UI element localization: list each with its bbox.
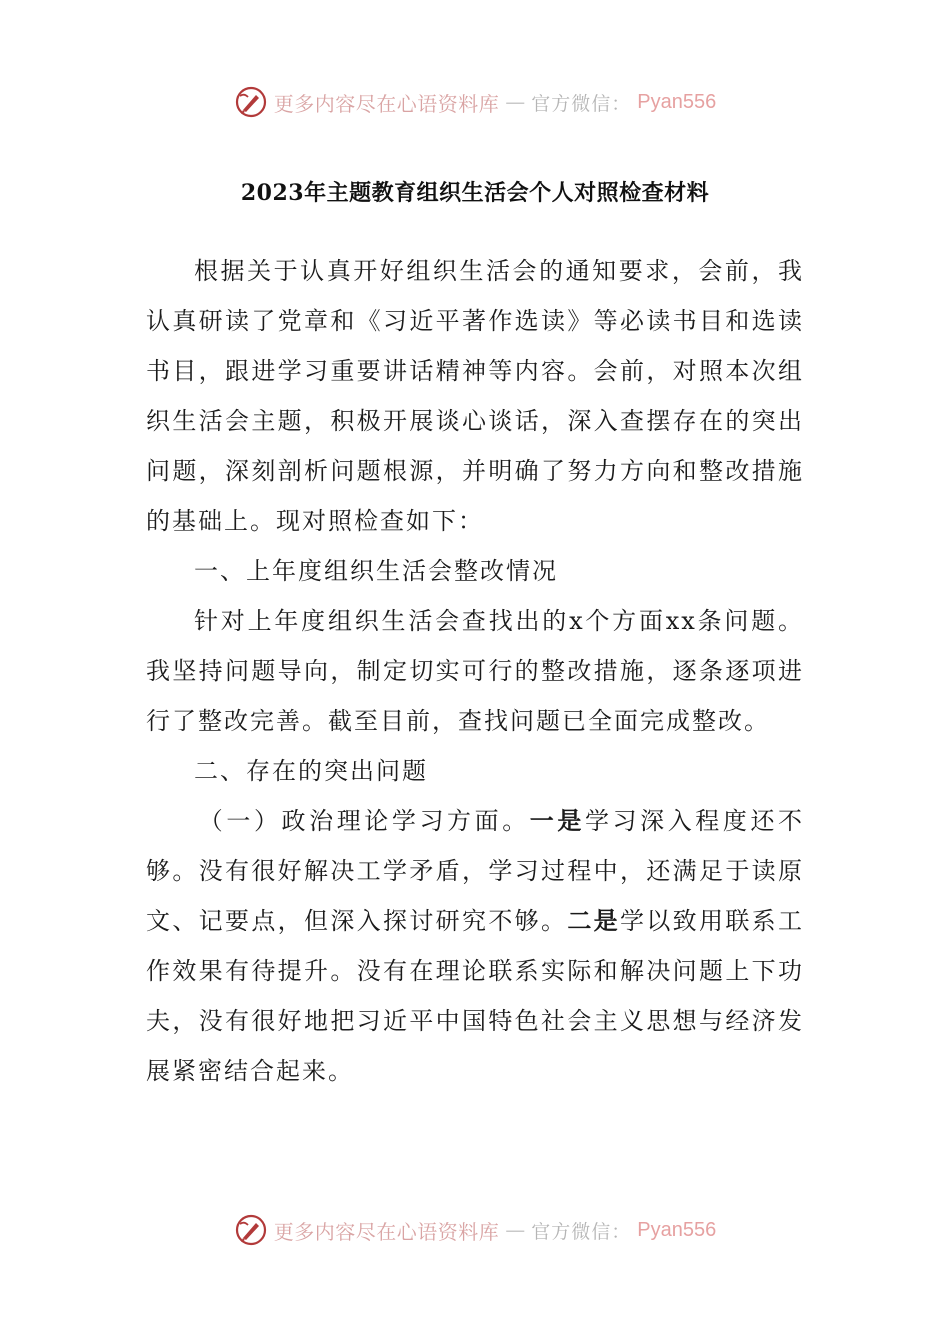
- watermark-brand-text: 更多内容尽在心语资料库: [273, 91, 500, 116]
- watermark-brand-text: 更多内容尽在心语资料库: [273, 1219, 500, 1244]
- item1-text2: 学以致用联系工作效果有待提升。没有在理论联系实际和解决问题上下功夫，没有很好地把习近平中国特色社会主义思想与经济发展紧密结合起来。: [146, 907, 805, 1085]
- document-title: 2023年主题教育组织生活会个人对照检查材料: [240, 180, 710, 206]
- item1-mark1: 一是: [529, 806, 585, 835]
- document-body: [146, 246, 804, 1096]
- section2-item1-paragraph: [146, 796, 804, 1096]
- watermark-separator: —: [505, 90, 526, 114]
- item1-prefix: （一）政治理论学习方面。: [198, 807, 530, 835]
- quill-pen-logo-icon: [234, 1213, 268, 1247]
- section1-paragraph: 针对上年度组织生活会查找出的x个方面xx条问题。我坚持问题导向，制定切实可行的整改措施，逐条逐项进行了整改完善。截至目前，查找问题已全面完成整改。: [146, 607, 804, 735]
- item1-text1: 学习深入程度还不够。没有很好解决工学矛盾，学习过程中，还满足于读原文、记要点，但深入探讨研究不够。: [146, 807, 805, 935]
- section1-heading: 一、上年度组织生活会整改情况: [194, 557, 558, 585]
- item1-mark2: 二是: [567, 906, 621, 935]
- section2-heading: 二、存在的突出问题: [194, 757, 428, 785]
- watermark-label: 官方微信：: [531, 92, 632, 115]
- intro-paragraph: 根据关于认真开好组织生活会的通知要求，会前，我认真研读了党章和《习近平著作选读》等必读书目和选读书目，跟进学习重要讲话精神等内容。会前，对照本次组织生活会主题，积极开展谈心谈话，深入查摆存在的突出问题，深刻剖析问题根源，并明确了努力方向和整改措施的基础上。现对照检查如下：: [146, 257, 804, 535]
- watermark-label: 官方微信：: [531, 1220, 632, 1243]
- watermark-wechat-id: Pyan556: [637, 90, 717, 113]
- quill-pen-logo-icon: [234, 85, 268, 119]
- watermark-footer: [0, 1210, 950, 1250]
- watermark-wechat-id: Pyan556: [637, 1218, 717, 1241]
- watermark-header: [0, 82, 950, 122]
- watermark-separator: —: [505, 1218, 526, 1242]
